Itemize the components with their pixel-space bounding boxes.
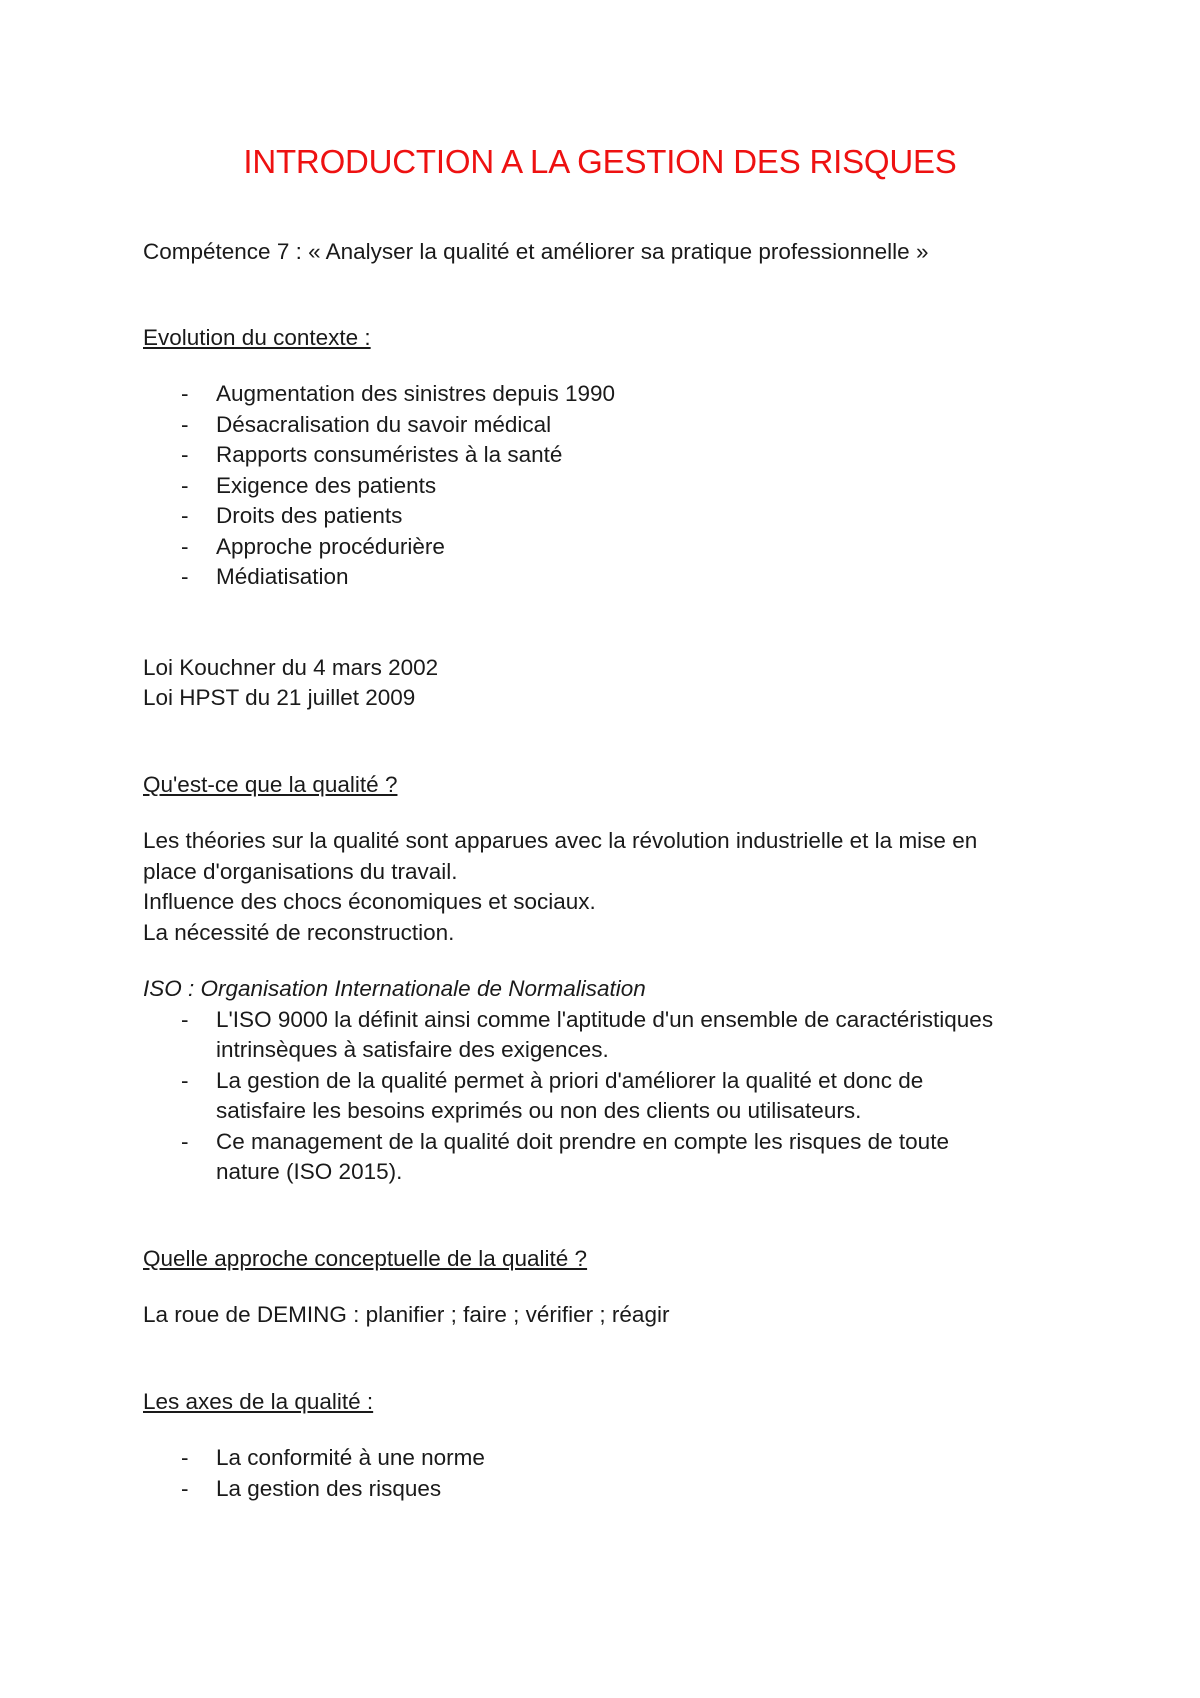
- dash-bullet: -: [181, 533, 189, 559]
- list-item: - Désacralisation du savoir médical: [143, 410, 1080, 441]
- list-evolution: [143, 379, 1080, 593]
- dash-bullet: -: [181, 411, 189, 437]
- list-item: - Augmentation des sinistres depuis 1990: [143, 379, 1080, 410]
- list-item: - Droits des patients: [143, 501, 1080, 532]
- list-item: - La conformité à une norme: [143, 1443, 1080, 1474]
- paragraph-line: La nécessité de reconstruction.: [143, 919, 455, 945]
- list-item: - Exigence des patients: [143, 471, 1080, 502]
- heading-approche: Quelle approche conceptuelle de la qualité ?: [143, 1245, 588, 1271]
- law-hpst: Loi HPST du 21 juillet 2009: [143, 685, 416, 710]
- heading-qualite: Qu'est-ce que la qualité ?: [143, 771, 398, 797]
- competence-line: Compétence 7 : « Analyser la qualité et améliorer sa pratique professionnelle »: [143, 239, 929, 264]
- document-title: INTRODUCTION A LA GESTION DES RISQUES: [243, 143, 957, 180]
- dash-bullet: -: [181, 564, 189, 589]
- dash-bullet: -: [181, 1475, 189, 1501]
- dash-bullet: -: [181, 1128, 189, 1154]
- list-item: - Rapports consuméristes à la santé: [143, 440, 1080, 471]
- dash-bullet: -: [181, 1067, 189, 1093]
- dash-bullet: -: [181, 381, 189, 406]
- dash-bullet: -: [181, 1006, 189, 1032]
- heading-axes: Les axes de la qualité :: [143, 1388, 374, 1414]
- paragraph-line: place d'organisations du travail.: [143, 858, 458, 884]
- paragraph-line: Les théories sur la qualité sont apparues avec la révolution industrielle et la mise en: [143, 828, 978, 853]
- list-iso: [143, 1005, 1080, 1188]
- paragraph-line: Influence des chocs économiques et sociaux.: [143, 889, 596, 914]
- dash-bullet: -: [181, 503, 189, 528]
- list-item: - La gestion des risques: [143, 1474, 1080, 1505]
- list-item: - La gestion de la qualité permet à priori d'améliorer la qualité et donc de satisfaire les besoins exprimés ou non des clients ou utilisateurs.: [181, 1067, 924, 1123]
- dash-bullet: -: [181, 1445, 189, 1470]
- list-item: - Ce management de la qualité doit prendre en compte les risques de toute nature (ISO 2015).: [181, 1128, 949, 1184]
- list-item: - L'ISO 9000 la définit ainsi comme l'aptitude d'un ensemble de caractéristiques intrinsèques à satisfaire des exigences.: [181, 1006, 994, 1062]
- dash-bullet: -: [181, 442, 189, 467]
- iso-label: ISO : Organisation Internationale de Normalisation: [143, 976, 646, 1001]
- law-kouchner: Loi Kouchner du 4 mars 2002: [143, 654, 439, 680]
- list-axes: [143, 1443, 1080, 1504]
- list-item: - Approche procédurière: [143, 532, 1080, 563]
- deming-line: La roue de DEMING : planifier ; faire ; vérifier ; réagir: [143, 1302, 670, 1327]
- heading-evolution: Evolution du contexte :: [143, 324, 371, 350]
- dash-bullet: -: [181, 472, 189, 498]
- list-item: - Médiatisation: [143, 562, 1080, 593]
